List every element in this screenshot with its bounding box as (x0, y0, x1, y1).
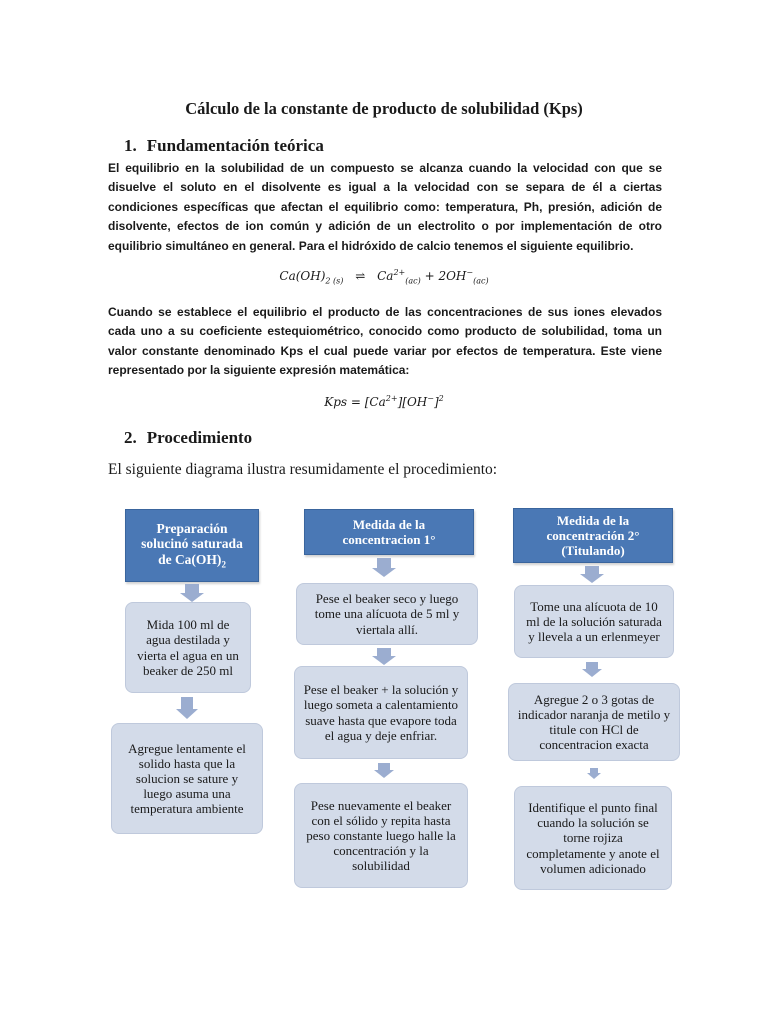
eq1-product2-sup: − (466, 268, 474, 277)
eq1-reactant: Ca(OH) (279, 269, 326, 283)
col1-step-1: Mida 100 ml de agua destilada y vierta el agua en un beaker de 250 ml (125, 602, 251, 693)
diagram-intro: El siguiente diagrama ilustra resumidamente el procedimiento: (108, 461, 498, 478)
col3-step-2: Agregue 2 o 3 gotas de indicador naranja de metilo y titule con HCl de concentracion exacta (508, 683, 680, 761)
equation-kps (0, 394, 768, 409)
eq1-product1-sub: (ac) (405, 276, 421, 286)
col2-step-3: Pese nuevamente el beaker con el sólido y repita hasta peso constante luego halle la concentración y la solubilidad (294, 783, 468, 888)
eq1-arrow: ⇌ (355, 269, 366, 283)
paragraph-equilibrium: El equilibrio en la solubilidad de un compuesto se alcanza cuando la velocidad con que se disuelve el soluto en el disolvente es igual a la velocidad con se separa de él a ciertas condiciones específicas que afectan el equilibrio como: temperatura, Ph, presión, adición de disolvente, efectos de ion común y adición de un electrolito o por implementación de otro equilibrio simultáneo en general. Para el hidróxido de calcio tenemos el siguiente equilibrio. (108, 161, 662, 253)
col2-header: Medida de la concentracion 1° (304, 509, 474, 555)
section-2-title: Procedimiento (146, 428, 253, 447)
section-2-heading (124, 428, 252, 448)
section-1-number: 1. (124, 136, 137, 155)
col3-step-1: Tome una alícuota de 10 ml de la solución saturada y llevela a un erlenmeyer (514, 585, 674, 658)
col1-step-2: Agregue lentamente el solido hasta que la solucion se sature y luego asuma una temperatura ambiente (111, 723, 263, 834)
equation-equilibrium (0, 268, 768, 285)
eq1-product2-sub: (ac) (473, 276, 489, 286)
eq1-reactant-sub: 2 (s) (325, 276, 344, 286)
col3-header: Medida de la concentración 2° (Titulando) (513, 508, 673, 563)
section-1-heading (124, 136, 324, 156)
eq2-sup2: − (427, 394, 434, 403)
eq1-product1: Ca (377, 269, 394, 283)
col1-header (125, 509, 259, 582)
eq1-product1-sup: 2+ (393, 268, 406, 277)
section-2-number: 2. (124, 428, 137, 447)
col2-step-2: Pese el beaker + la solución y luego someta a calentamiento suave hasta que evapore toda el agua y deje enfriar. (294, 666, 468, 759)
col3-step-3: Identifique el punto final cuando la solución se torne rojiza completamente y anote el volumen adicionado (514, 786, 672, 890)
eq2-mid: ][OH (397, 395, 428, 409)
col2-step-1: Pese el beaker seco y luego tome una alícuota de 5 ml y viertala allí. (296, 583, 478, 645)
eq1-plus: + 2OH (424, 269, 467, 283)
col1-header-text: Preparación solucinó saturada de Ca(OH) (141, 520, 243, 568)
section-1-title: Fundamentación teórica (146, 136, 324, 155)
eq2-exp: 2 (438, 394, 444, 403)
page-title: Cálculo de la constante de producto de solubilidad (Kps) (185, 99, 583, 119)
eq2-lhs: Kps = [Ca (324, 395, 386, 409)
eq2-end: ] (433, 395, 439, 409)
col1-header-sub: 2 (221, 559, 226, 570)
paragraph-kps: Cuando se establece el equilibrio el producto de las concentraciones de sus iones elevados cada uno a su coeficiente estequiométrico, conocido como producto de solubilidad, toma un valor constante denominado Kps el cual puede variar por efectos de temperatura. Este viene representado por la siguiente expresión matemática: (108, 305, 662, 378)
eq2-sup1: 2+ (385, 394, 398, 403)
